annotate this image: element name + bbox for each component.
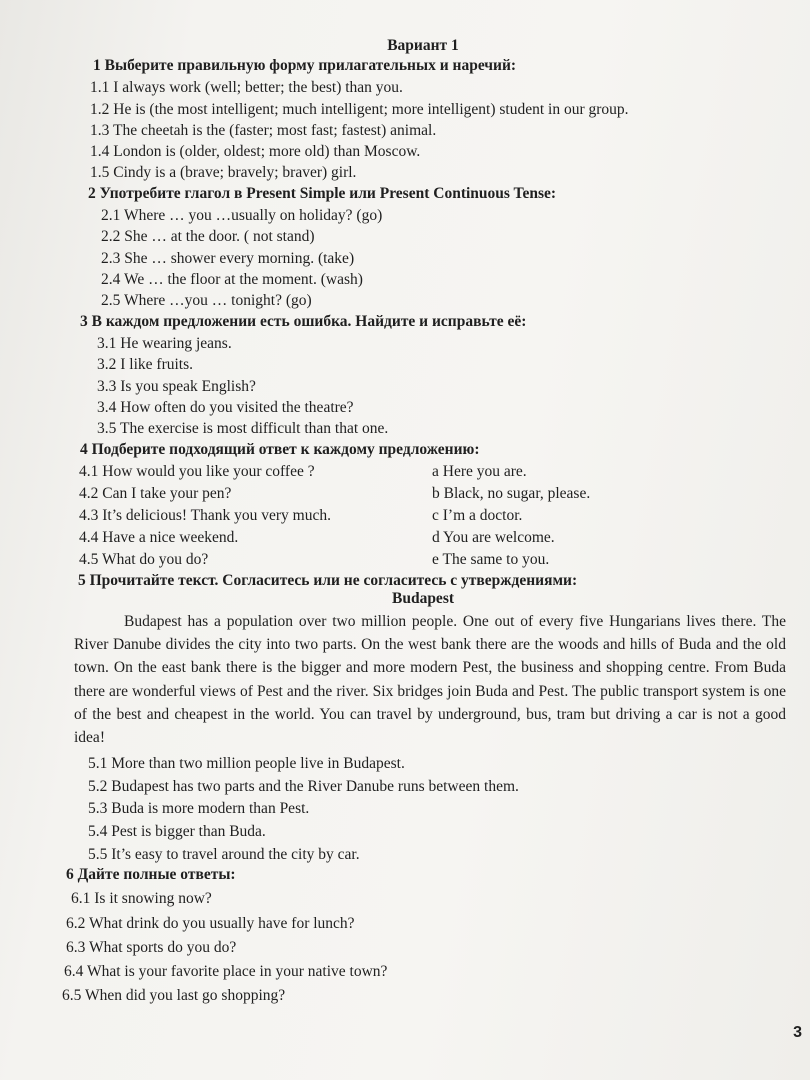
question-4-5: 4.5 What do you do? bbox=[79, 551, 209, 568]
section-4-heading: 4 Подберите подходящий ответ к каждому предложению: bbox=[80, 441, 480, 458]
section-3-heading: 3 В каждом предложении есть ошибка. Найдите и исправьте её: bbox=[80, 313, 527, 330]
section-6-heading: 6 Дайте полные ответы: bbox=[66, 866, 236, 883]
item-3-1: 3.1 He wearing jeans. bbox=[97, 335, 232, 352]
item-6-4: 6.4 What is your favorite place in your native town? bbox=[64, 963, 388, 980]
variant-title: Вариант 1 bbox=[387, 37, 459, 54]
question-4-1: 4.1 How would you like your coffee ? bbox=[79, 463, 315, 480]
page-number: 3 bbox=[793, 1024, 802, 1041]
section-5-heading: 5 Прочитайте текст. Согласитесь или не согласитесь с утверждениями: bbox=[78, 572, 578, 589]
item-5-3: 5.3 Buda is more modern than Pest. bbox=[88, 800, 310, 817]
item-3-2: 3.2 I like fruits. bbox=[97, 356, 193, 373]
item-6-5: 6.5 When did you last go shopping? bbox=[62, 987, 286, 1004]
item-1-5: 1.5 Cindy is a (brave; bravely; braver) girl. bbox=[90, 164, 357, 181]
item-5-4: 5.4 Pest is bigger than Buda. bbox=[88, 823, 266, 840]
item-1-4: 1.4 London is (older, oldest; more old) than Moscow. bbox=[90, 143, 421, 160]
section-1-heading: 1 Выберите правильную форму прилагательных и наречий: bbox=[93, 57, 517, 74]
question-4-3: 4.3 It’s delicious! Thank you very much. bbox=[79, 507, 331, 524]
question-4-2: 4.2 Can I take your pen? bbox=[79, 485, 232, 502]
item-3-4: 3.4 How often do you visited the theatre? bbox=[97, 399, 354, 416]
item-1-2: 1.2 He is (the most intelligent; much intelligent; more intelligent) student in our group. bbox=[90, 101, 629, 118]
item-6-2: 6.2 What drink do you usually have for lunch? bbox=[66, 915, 355, 932]
text-title: Budapest bbox=[391, 590, 455, 607]
item-1-3: 1.3 The cheetah is the (faster; most fast; fastest) animal. bbox=[90, 122, 437, 139]
answer-a: a Here you are. bbox=[432, 463, 527, 480]
item-5-1: 5.1 More than two million people live in Budapest. bbox=[88, 755, 405, 772]
item-6-3: 6.3 What sports do you do? bbox=[66, 939, 237, 956]
item-2-1: 2.1 Where … you …usually on holiday? (go) bbox=[101, 207, 383, 224]
answer-b: b Black, no sugar, please. bbox=[432, 485, 591, 502]
item-2-3: 2.3 She … shower every morning. (take) bbox=[101, 250, 355, 267]
reading-text: Budapest has a population over two million people. One out of every five Hungarians lives there. The River Danube divides the city into two parts. On the west bank there are the woods and hills of Buda and the old town. On the east bank there is the bigger and more modern Pest, the business and shopping centre. From Buda there are wonderful views of Pest and the river. Six bridges join Buda and Pest. The public transport system is one of the best and cheapest in the world. You can travel by underground, bus, tram but driving a car is not a good idea! bbox=[74, 613, 786, 747]
answer-c: c I’m a doctor. bbox=[432, 507, 523, 524]
item-2-2: 2.2 She … at the door. ( not stand) bbox=[101, 228, 315, 245]
item-6-1: 6.1 Is it snowing now? bbox=[71, 890, 212, 907]
item-2-5: 2.5 Where …you … tonight? (go) bbox=[101, 292, 312, 309]
item-3-5: 3.5 The exercise is most difficult than that one. bbox=[97, 420, 389, 437]
item-5-2: 5.2 Budapest has two parts and the River Danube runs between them. bbox=[88, 778, 519, 795]
item-5-5: 5.5 It’s easy to travel around the city by car. bbox=[88, 846, 360, 863]
item-1-1: 1.1 I always work (well; better; the best) than you. bbox=[90, 79, 403, 96]
item-3-3: 3.3 Is you speak English? bbox=[97, 378, 256, 395]
section-2-heading: 2 Употребите глагол в Present Simple или Present Continuous Tense: bbox=[88, 185, 557, 202]
answer-e: e The same to you. bbox=[432, 551, 550, 568]
item-2-4: 2.4 We … the floor at the moment. (wash) bbox=[101, 271, 363, 288]
question-4-4: 4.4 Have a nice weekend. bbox=[79, 529, 239, 546]
answer-d: d You are welcome. bbox=[432, 529, 555, 546]
